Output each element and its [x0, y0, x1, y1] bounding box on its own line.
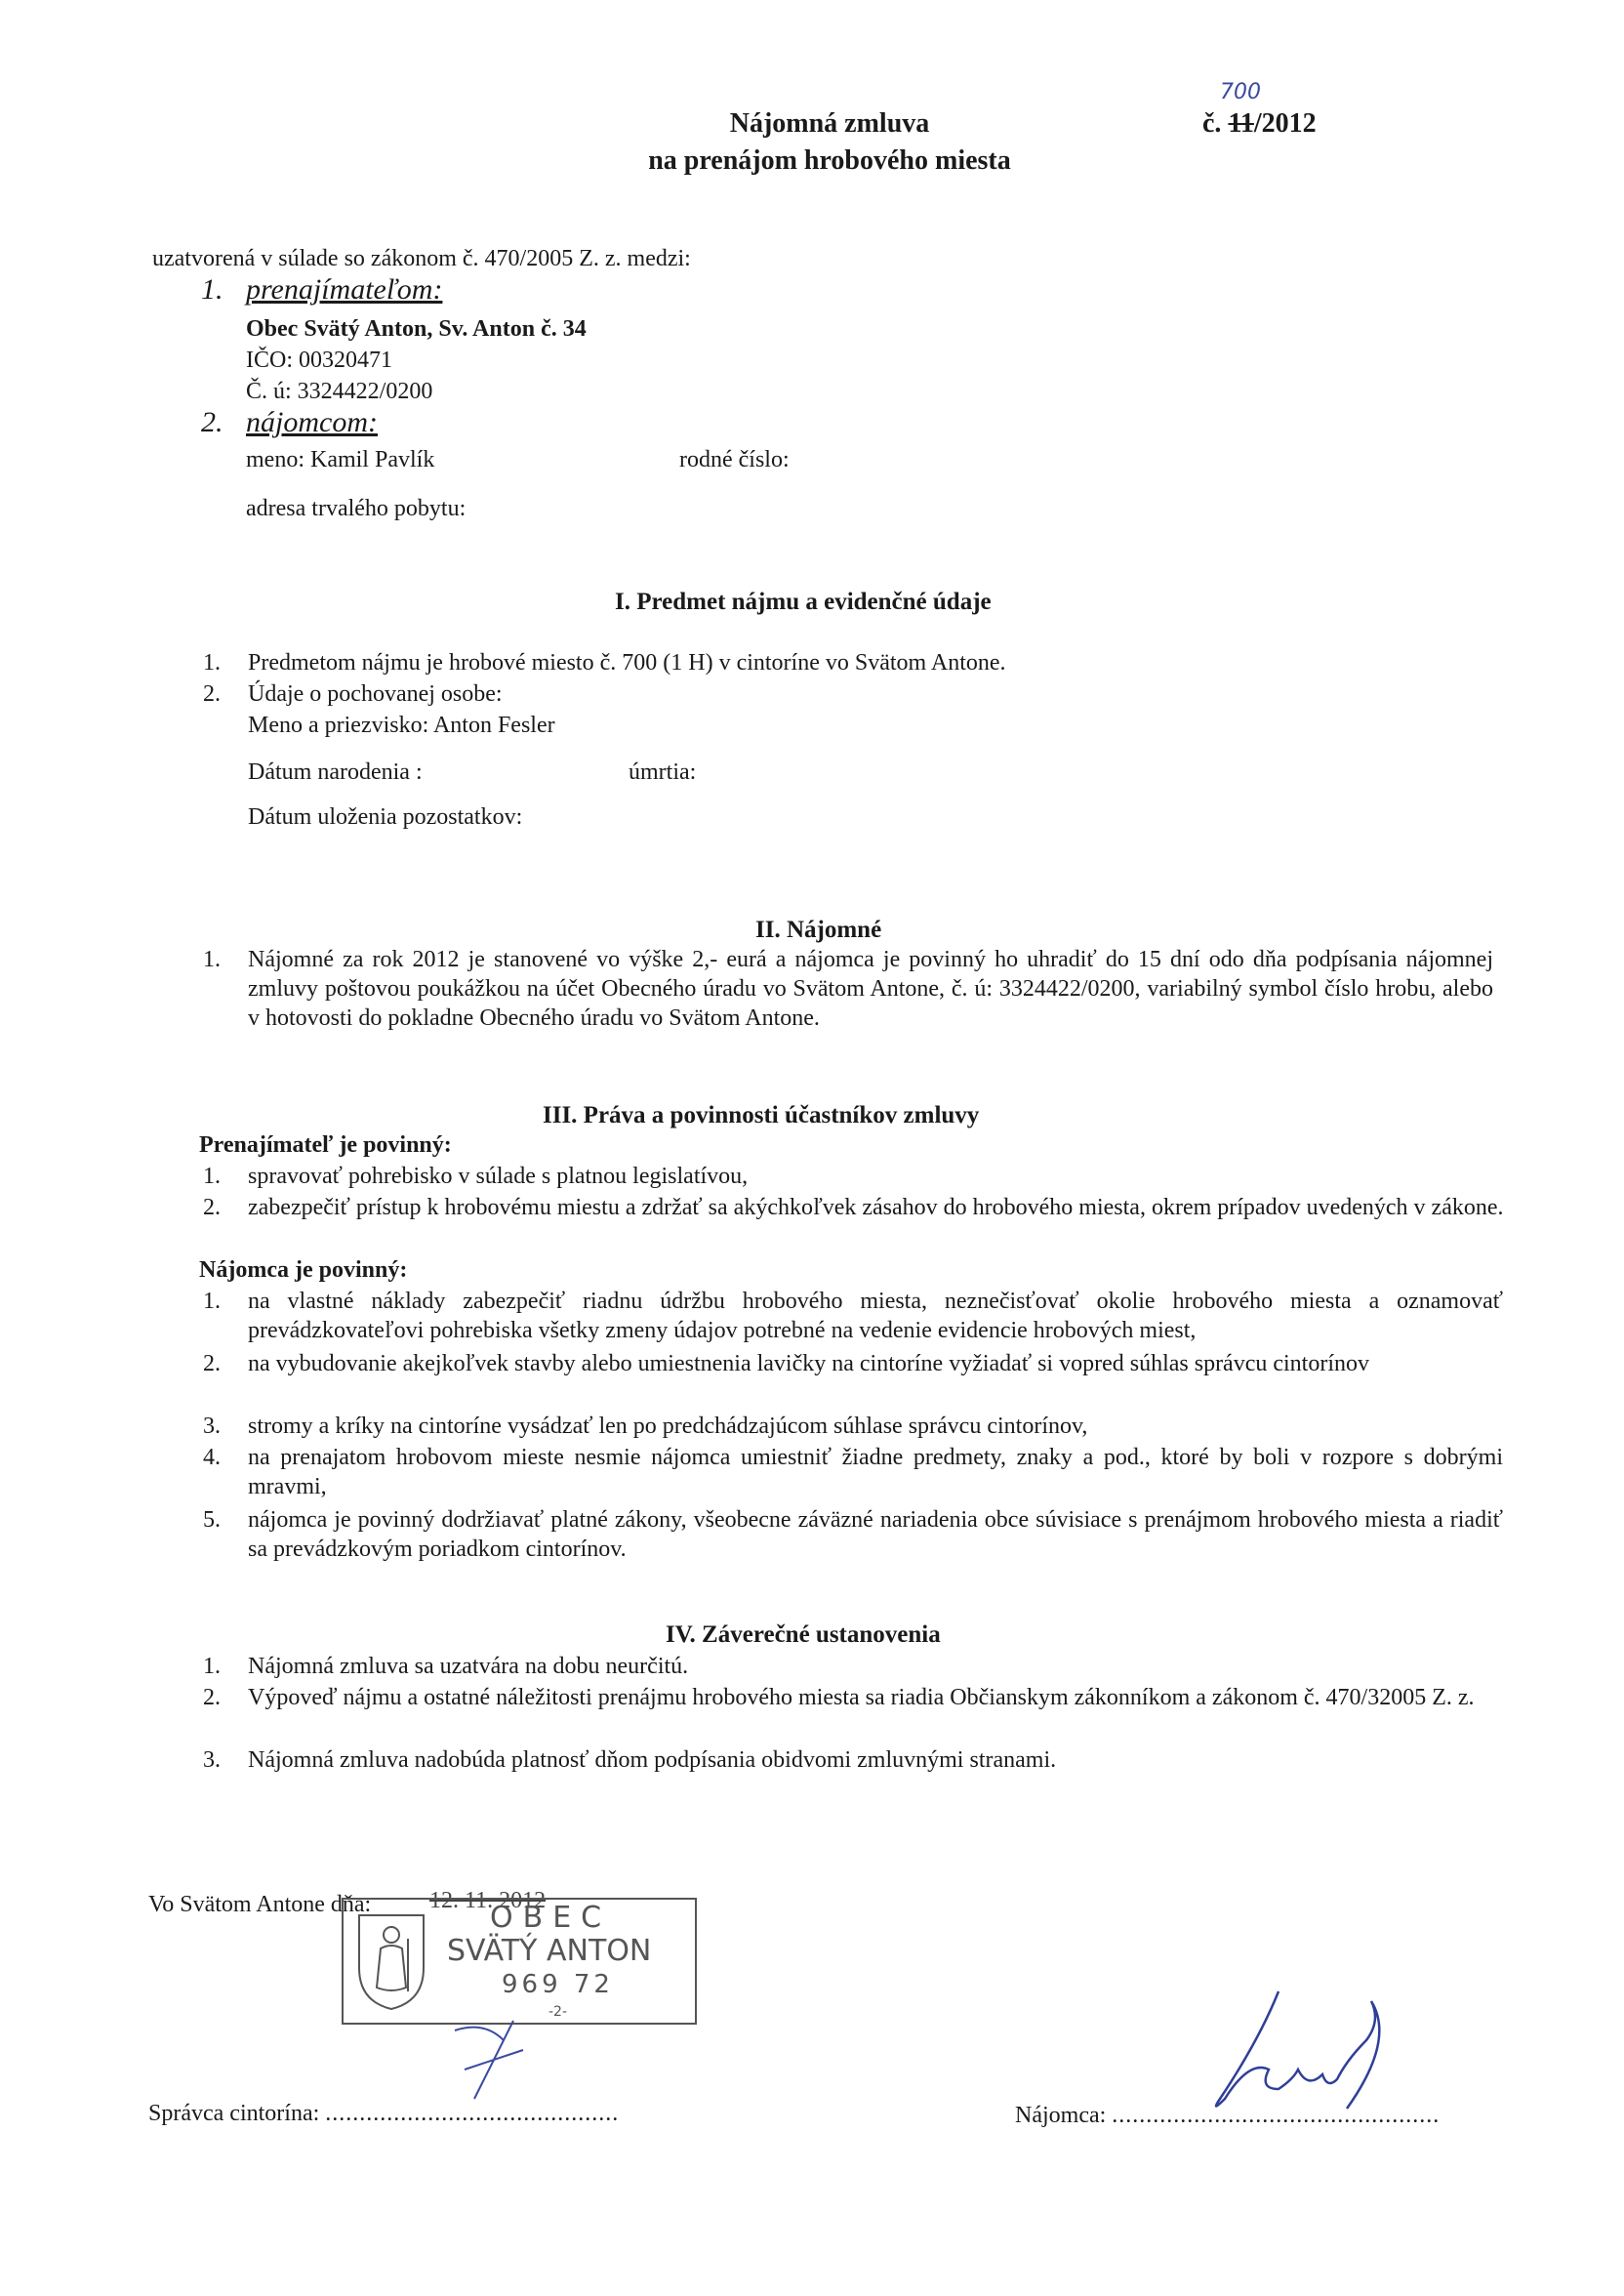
landlord-obligations-title: Prenajímateľ je povinný:	[199, 1132, 452, 1158]
section1-heading: I. Predmet nájmu a evidenčné údaje	[615, 589, 992, 615]
s3-b4-number: 4.	[203, 1445, 221, 1470]
party2-name: meno: Kamil Pavlík	[246, 447, 435, 472]
administrator-signature	[445, 2011, 562, 2109]
tenant-signature-line: ................................................	[1112, 2103, 1441, 2128]
coat-of-arms-icon	[353, 1909, 429, 2013]
tenant-label	[1015, 2101, 1440, 2130]
s1-item2-number: 2.	[203, 681, 221, 707]
stamp-line3: 969 72	[502, 1970, 614, 1999]
section4-heading: IV. Záverečné ustanovenia	[666, 1621, 941, 1648]
contract-number-year: /2012	[1253, 108, 1317, 139]
s3-a1-number: 1.	[203, 1164, 221, 1189]
s4-c1-text: Nájomná zmluva sa uzatvára na dobu neurčitú.	[248, 1654, 689, 1679]
s1-item1-text: Predmetom nájmu je hrobové miesto č. 700 (1 H) v cintoríne vo Svätom Antone.	[248, 650, 1006, 676]
s4-c2-text: Výpoveď nájmu a ostatné náležitosti prenájmu hrobového miesta sa riadia Občianskym zákonníkom a zákonom č. 470/32005 Z. z.	[248, 1685, 1475, 1710]
s3-b2-number: 2.	[203, 1351, 221, 1376]
death-date-label: úmrtia:	[629, 759, 697, 785]
party2-number: 2.	[201, 406, 223, 438]
s3-b3-number: 3.	[203, 1414, 221, 1439]
contract-number-handwritten: 700	[1220, 80, 1261, 104]
s3-a2-text: zabezpečiť prístup k hrobovému miestu a zdržať sa akýchkoľvek zásahov do hrobového miesta, okrem prípadov uvedených v zákone.	[248, 1195, 1504, 1220]
burial-date-label: Dátum uloženia pozostatkov:	[248, 804, 523, 830]
party2-address: adresa trvalého pobytu:	[246, 496, 467, 521]
birth-date-label: Dátum narodenia :	[248, 759, 423, 785]
municipal-stamp	[342, 1898, 697, 2025]
contract-number-struck: 11	[1228, 108, 1254, 139]
s3-b5-number: 5.	[203, 1507, 221, 1533]
s4-c2-number: 2.	[203, 1685, 221, 1710]
document-subtitle: na prenájom hrobového miesta	[648, 145, 1011, 176]
stamp-line4: -2-	[548, 2004, 568, 2020]
s3-a2-number: 2.	[203, 1195, 221, 1220]
party1-number: 1.	[201, 273, 223, 306]
s1-item1-number: 1.	[203, 650, 221, 676]
s4-c3-text: Nájomná zmluva nadobúda platnosť dňom podpísania obidvomi zmluvnými stranami.	[248, 1747, 1057, 1773]
administrator-label-text: Správca cintorína:	[148, 2101, 320, 2126]
administrator-signature-line: ...........................................	[325, 2101, 620, 2126]
s4-c3-number: 3.	[203, 1747, 221, 1773]
section2-heading: II. Nájomné	[755, 917, 882, 943]
party1-role: prenajímateľom:	[246, 273, 443, 306]
deceased-name: Meno a priezvisko: Anton Fesler	[248, 713, 555, 738]
party2-role: nájomcom:	[246, 406, 378, 438]
s3-b2-text: na vybudovanie akejkoľvek stavby alebo umiestnenia lavičky na cintoríne vyžiadať si vopred súhlas správcu cintorínov	[248, 1351, 1370, 1376]
stamp-line2: SVÄTÝ ANTON	[447, 1934, 652, 1968]
s3-b3-text: stromy a kríky na cintoríne vysádzať len po predchádzajúcom súhlase správcu cintorínov,	[248, 1414, 1088, 1439]
s2-item1-text: Nájomné za rok 2012 je stanovené vo výške 2,- eurá a nájomca je povinný ho uhradiť do 15 dní odo dňa podpísania nájomnej zmluvy poštovou poukážkou na účet Obecného úradu vo Svätom Antone, č. ú: 3324422/0200, variabilný symbol číslo hrobu, alebo v hotovosti do pokladne Obecného úradu vo Svätom Antone.	[248, 947, 1493, 1031]
administrator-label	[148, 2099, 619, 2128]
party1-ico: IČO: 00320471	[246, 348, 392, 373]
s3-a1-text: spravovať pohrebisko v súlade s platnou legislatívou,	[248, 1164, 749, 1189]
party1-account: Č. ú: 3324422/0200	[246, 379, 433, 404]
intro-text: uzatvorená v súlade so zákonom č. 470/2005 Z. z. medzi:	[152, 246, 691, 271]
s4-c1-number: 1.	[203, 1654, 221, 1679]
tenant-obligations-title: Nájomca je povinný:	[199, 1257, 408, 1283]
document-title: Nájomná zmluva	[729, 108, 930, 139]
place-date-label: Vo Svätom Antone dňa:	[148, 1892, 372, 1917]
section3-heading: III. Práva a povinnosti účastníkov zmluvy	[543, 1102, 980, 1128]
contract-number	[1202, 109, 1317, 139]
s2-item1-number: 1.	[203, 947, 221, 972]
party1-name: Obec Svätý Anton, Sv. Anton č. 34	[246, 316, 587, 342]
stamp-line1: OBEC	[490, 1901, 612, 1935]
tenant-label-text: Nájomca:	[1015, 2103, 1107, 2128]
contract-number-prefix: č.	[1202, 108, 1229, 139]
s3-b1-number: 1.	[203, 1289, 221, 1314]
party2-birth-number: rodné číslo:	[679, 447, 790, 472]
signing-date: 12. 11. 2012	[429, 1888, 547, 1913]
s3-b4-text: na prenajatom hrobovom mieste nesmie nájomca umiestniť žiadne predmety, znaky a pod., ktoré by boli v rozpore s dobrými mravmi,	[248, 1445, 1503, 1499]
s3-b1-text: na vlastné náklady zabezpečiť riadnu údržbu hrobového miesta, neznečisťovať okolie hrobového miesta a oznamovať prevádzkovateľovi pohrebiska všetky zmeny údajov potrebné na vedenie evidencie hrobových miest,	[248, 1289, 1503, 1343]
s3-b5-text: nájomca je povinný dodržiavať platné zákony, všeobecne záväzné nariadenia obce súvisiace s prenájmom hrobového miesta a riadiť sa prevádzkovým poriadkom cintorínov.	[248, 1507, 1503, 1562]
s1-item2-text: Údaje o pochovanej osobe:	[248, 681, 503, 707]
